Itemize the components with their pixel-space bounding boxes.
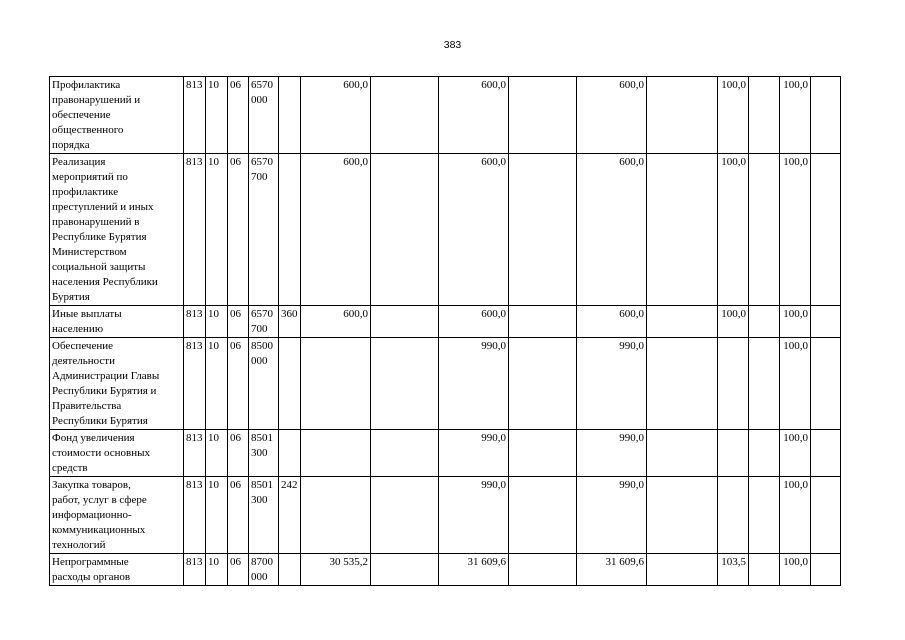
budget-table	[49, 76, 841, 586]
value-cell-v2	[371, 338, 439, 430]
value-cell-v3: 600,0	[439, 154, 509, 306]
section-code-cell: 10	[206, 430, 228, 477]
row-name-cell	[50, 554, 184, 586]
section-code-cell: 10	[206, 77, 228, 154]
row-name-line: Реализация	[52, 156, 106, 168]
subsection-code-cell: 06	[228, 306, 249, 338]
row-name-line: Профилактика	[52, 79, 121, 91]
expense-type-cell	[279, 430, 301, 477]
row-name-line: Закупка товаров,	[52, 479, 131, 491]
table-row	[50, 338, 841, 430]
target-code-cell	[249, 306, 279, 338]
target-code-line: 700	[251, 171, 268, 183]
target-code-line: 300	[251, 494, 268, 506]
value-cell-v7: 100,0	[718, 154, 749, 306]
row-name-line: деятельности	[52, 355, 115, 367]
target-code-line: 6570	[251, 79, 273, 91]
row-name-line: Непрограммные	[52, 556, 129, 568]
target-code-line: 000	[251, 571, 268, 583]
target-code-line: 000	[251, 355, 268, 367]
expense-type-cell	[279, 554, 301, 586]
target-code-cell	[249, 554, 279, 586]
value-cell-v1: 600,0	[301, 154, 371, 306]
row-name-line: Республики Бурятия	[52, 415, 148, 427]
value-cell-v8	[749, 477, 780, 554]
row-name-line: Министерством	[52, 246, 127, 258]
section-code-cell: 10	[206, 306, 228, 338]
value-cell-v5: 600,0	[577, 154, 647, 306]
target-code-cell	[249, 338, 279, 430]
expense-type-cell	[279, 338, 301, 430]
row-name-line: правонарушений в	[52, 216, 140, 228]
value-cell-v10	[811, 306, 841, 338]
ministry-code-cell: 813	[184, 477, 206, 554]
value-cell-v9: 100,0	[780, 430, 811, 477]
value-cell-v1	[301, 477, 371, 554]
value-cell-v10	[811, 554, 841, 586]
value-cell-v7: 100,0	[718, 77, 749, 154]
ministry-code-cell: 813	[184, 338, 206, 430]
row-name-cell	[50, 306, 184, 338]
section-code-cell: 10	[206, 338, 228, 430]
target-code-cell	[249, 430, 279, 477]
row-name-line: стоимости основных	[52, 447, 151, 459]
row-name-line: обеспечение	[52, 109, 111, 121]
target-code-line: 700	[251, 323, 268, 335]
subsection-code-cell: 06	[228, 430, 249, 477]
value-cell-v10	[811, 477, 841, 554]
value-cell-v4	[509, 554, 577, 586]
value-cell-v5: 31 609,6	[577, 554, 647, 586]
value-cell-v4	[509, 430, 577, 477]
row-name-line: Обеспечение	[52, 340, 113, 352]
value-cell-v3: 990,0	[439, 477, 509, 554]
table-row	[50, 154, 841, 306]
value-cell-v8	[749, 554, 780, 586]
value-cell-v4	[509, 306, 577, 338]
row-name-line: средств	[52, 462, 88, 474]
value-cell-v9: 100,0	[780, 338, 811, 430]
table-row	[50, 306, 841, 338]
row-name-cell	[50, 154, 184, 306]
value-cell-v7: 103,5	[718, 554, 749, 586]
row-name-line: технологий	[52, 539, 106, 551]
value-cell-v6	[647, 154, 718, 306]
row-name-line: Республике Бурятия	[52, 231, 147, 243]
row-name-line: коммуникационных	[52, 524, 146, 536]
value-cell-v10	[811, 77, 841, 154]
value-cell-v1: 30 535,2	[301, 554, 371, 586]
subsection-code-cell: 06	[228, 77, 249, 154]
value-cell-v2	[371, 154, 439, 306]
expense-type-cell: 360	[279, 306, 301, 338]
value-cell-v6	[647, 338, 718, 430]
value-cell-v2	[371, 554, 439, 586]
row-name-line: Администрации Главы	[52, 370, 160, 382]
target-code-line: 8501	[251, 432, 273, 444]
value-cell-v5: 600,0	[577, 306, 647, 338]
value-cell-v9: 100,0	[780, 306, 811, 338]
value-cell-v9: 100,0	[780, 477, 811, 554]
value-cell-v7	[718, 430, 749, 477]
target-code-line: 6570	[251, 308, 273, 320]
value-cell-v8	[749, 77, 780, 154]
row-name-line: работ, услуг в сфере	[52, 494, 147, 506]
row-name-line: Правительства	[52, 400, 122, 412]
row-name-line: Фонд увеличения	[52, 432, 135, 444]
value-cell-v10	[811, 338, 841, 430]
value-cell-v1: 600,0	[301, 77, 371, 154]
value-cell-v9: 100,0	[780, 77, 811, 154]
subsection-code-cell: 06	[228, 477, 249, 554]
value-cell-v6	[647, 477, 718, 554]
ministry-code-cell: 813	[184, 77, 206, 154]
value-cell-v4	[509, 477, 577, 554]
expense-type-cell	[279, 154, 301, 306]
value-cell-v4	[509, 154, 577, 306]
value-cell-v5: 990,0	[577, 338, 647, 430]
row-name-line: профилактике	[52, 186, 119, 198]
ministry-code-cell: 813	[184, 430, 206, 477]
value-cell-v5: 990,0	[577, 430, 647, 477]
expense-type-cell	[279, 77, 301, 154]
value-cell-v10	[811, 430, 841, 477]
value-cell-v1	[301, 338, 371, 430]
target-code-line: 300	[251, 447, 268, 459]
value-cell-v7: 100,0	[718, 306, 749, 338]
value-cell-v8	[749, 338, 780, 430]
ministry-code-cell: 813	[184, 306, 206, 338]
subsection-code-cell: 06	[228, 554, 249, 586]
table-row	[50, 77, 841, 154]
value-cell-v4	[509, 77, 577, 154]
ministry-code-cell: 813	[184, 154, 206, 306]
row-name-line: порядка	[52, 139, 90, 151]
table-row	[50, 554, 841, 586]
row-name-cell	[50, 477, 184, 554]
row-name-line: населению	[52, 323, 104, 335]
target-code-line: 8700	[251, 556, 273, 568]
value-cell-v9: 100,0	[780, 154, 811, 306]
subsection-code-cell: 06	[228, 338, 249, 430]
page-number: 383	[443, 39, 462, 51]
row-name-line: общественного	[52, 124, 124, 136]
row-name-line: информационно-	[52, 509, 132, 521]
section-code-cell: 10	[206, 554, 228, 586]
target-code-cell	[249, 477, 279, 554]
value-cell-v7	[718, 477, 749, 554]
target-code-cell	[249, 154, 279, 306]
row-name-line: преступлений и иных	[52, 201, 154, 213]
row-name-line: населения Республики	[52, 276, 158, 288]
table-row	[50, 430, 841, 477]
value-cell-v6	[647, 77, 718, 154]
value-cell-v5: 990,0	[577, 477, 647, 554]
value-cell-v3: 990,0	[439, 430, 509, 477]
value-cell-v7	[718, 338, 749, 430]
row-name-line: расходы органов	[52, 571, 131, 583]
row-name-line: правонарушений и	[52, 94, 141, 106]
value-cell-v6	[647, 554, 718, 586]
value-cell-v3: 600,0	[439, 306, 509, 338]
target-code-line: 8500	[251, 340, 273, 352]
target-code-cell	[249, 77, 279, 154]
section-code-cell: 10	[206, 154, 228, 306]
value-cell-v9: 100,0	[780, 554, 811, 586]
value-cell-v8	[749, 306, 780, 338]
target-code-line: 6570	[251, 156, 273, 168]
ministry-code-cell: 813	[184, 554, 206, 586]
row-name-line: Республики Бурятия и	[52, 385, 157, 397]
section-code-cell: 10	[206, 477, 228, 554]
value-cell-v3: 600,0	[439, 77, 509, 154]
value-cell-v2	[371, 306, 439, 338]
row-name-line: Бурятия	[52, 291, 90, 303]
target-code-line: 000	[251, 94, 268, 106]
row-name-line: мероприятий по	[52, 171, 128, 183]
row-name-cell	[50, 430, 184, 477]
value-cell-v8	[749, 430, 780, 477]
value-cell-v4	[509, 338, 577, 430]
row-name-line: Иные выплаты	[52, 308, 122, 320]
row-name-line: социальной защиты	[52, 261, 146, 273]
row-name-cell	[50, 338, 184, 430]
value-cell-v2	[371, 477, 439, 554]
value-cell-v10	[811, 154, 841, 306]
value-cell-v3: 990,0	[439, 338, 509, 430]
row-name-cell	[50, 77, 184, 154]
value-cell-v5: 600,0	[577, 77, 647, 154]
value-cell-v8	[749, 154, 780, 306]
table-row	[50, 477, 841, 554]
value-cell-v1	[301, 430, 371, 477]
value-cell-v6	[647, 306, 718, 338]
value-cell-v6	[647, 430, 718, 477]
value-cell-v2	[371, 430, 439, 477]
subsection-code-cell: 06	[228, 154, 249, 306]
target-code-line: 8501	[251, 479, 273, 491]
value-cell-v2	[371, 77, 439, 154]
value-cell-v1: 600,0	[301, 306, 371, 338]
value-cell-v3: 31 609,6	[439, 554, 509, 586]
expense-type-cell: 242	[279, 477, 301, 554]
